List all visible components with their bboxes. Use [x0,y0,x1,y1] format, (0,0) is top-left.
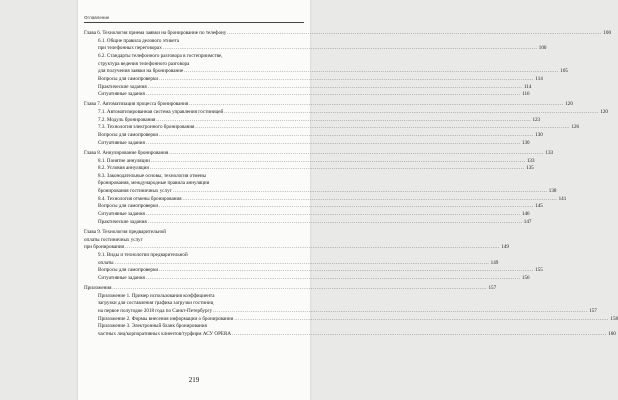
toc-entry-line [98,109,608,117]
toc-entry-text: 6.1. Общие правила делового этикета [98,37,180,44]
toc-page-number: 120 [565,101,573,108]
toc-page-number: 147 [523,218,532,225]
toc-entry-line [98,330,616,339]
toc-page-number: 146 [521,211,530,218]
toc-page-number: 126 [571,124,580,131]
header-rule [84,22,304,23]
toc-chapter-entry [84,30,611,38]
dot-leader [156,117,531,125]
toc-entry-text: Ситуативные задания [98,211,145,218]
toc-page-number: 133 [526,157,535,164]
toc-section-entry [84,91,530,99]
toc-section-entry [84,172,557,196]
toc-page-number: 160 [608,330,616,337]
dot-leader [173,188,548,196]
toc-entry-line [84,244,509,252]
dot-leader [115,260,490,268]
dot-leader [159,203,534,211]
toc-entry-line [98,195,567,204]
dot-leader [146,91,521,99]
dot-leader [159,132,534,140]
toc-section-entry [84,83,532,92]
toc-entry-text: Практические задания [98,218,147,225]
toc-page-number: 123 [532,116,541,123]
toc-entry-text: Глава 8. Аннулирование бронирования [84,149,169,156]
toc-page-number: 158 [610,315,618,322]
toc-entry-line [98,45,547,53]
toc-page-number: 135 [526,165,534,172]
toc-entry-text: Приложения [84,285,112,291]
dot-leader [148,84,523,92]
toc-page-number: 130 [521,139,530,146]
toc-entry-text: 8.4. Технология отмены бронирования [98,195,182,202]
toc-section-entry [84,132,543,140]
toc-entry-text: для получения заявки на бронирование [98,68,184,75]
dot-leader [146,211,521,219]
toc-page-number: 120 [600,109,608,116]
book-page [78,0,618,400]
toc-page-number: 105 [560,68,568,75]
dot-leader [213,308,588,316]
toc-entry-text: Вопросы для самопроверки [98,267,159,274]
dot-leader [146,275,521,283]
toc-entry-text: при бронировании [84,244,125,251]
running-head: Оглавление [84,15,110,20]
dot-leader [224,109,599,117]
toc-page-number: 100 [603,30,611,36]
dot-leader [184,68,559,76]
toc-section-entry [84,267,543,275]
toc-section-entry [84,211,530,219]
toc-section-entry [84,251,499,267]
dot-leader [150,165,525,173]
toc-entry-text: 8.2. Условия аннуляции [98,165,150,172]
toc-page-number: 114 [523,83,532,90]
toc-entry-line [98,165,534,173]
toc-entry-text: оплаты гостиничных услуг [84,236,143,243]
toc-entry-text: 8.3. Законодательные основы, технология отмены [98,172,206,179]
toc-section-entry [84,75,543,84]
toc-entry-text: структура ведения телефонного разговора [98,60,190,67]
toc-page-number: 138 [548,188,557,195]
toc-section-entry [84,165,534,173]
toc-entry-line [98,157,535,166]
dot-leader [232,331,607,339]
toc-section-entry [84,203,543,211]
toc-entry-text: Практические задания [98,83,147,90]
toc-entry-line [84,30,611,38]
toc-entry-text: Приложение 1. Пример использования коэффициента [98,292,215,299]
toc-page-number: 130 [535,132,543,139]
toc-entry-line [98,75,543,84]
toc-page-number: 149 [501,244,509,251]
toc-section-entry [84,37,547,53]
toc-entry-line [98,188,557,196]
toc-entry-text: загрузки для составления графика загрузки гостиниц [98,300,214,307]
toc-entry-line [98,274,530,283]
toc-entry-line [98,211,530,219]
toc-entry-line [98,307,597,316]
toc-entry-text: бронирования, международные правила аннуляции [98,180,210,187]
dot-leader [112,285,487,293]
dot-leader [159,76,534,84]
toc-appendix-entry [84,323,616,338]
table-of-contents [84,30,618,339]
toc-entry-text: 6.2. Стандарты телефонного разговора в гостеприимстве, [98,52,223,59]
toc-section-entry [84,109,608,117]
dot-leader [227,30,602,38]
dot-leader [125,244,500,252]
toc-appendix-entry [84,292,597,316]
toc-entry-text: оплаты [98,259,114,266]
toc-entry-line [98,132,543,140]
toc-entry-text: Вопросы для самопроверки [98,132,159,139]
toc-page-number: 157 [589,307,597,314]
toc-page-number: 100 [538,45,547,52]
toc-entry-line [84,285,497,293]
toc-entry-text: 8.1. Понятие аннуляции [98,157,150,164]
toc-section-entry [84,157,535,166]
toc-page-number: 149 [490,259,499,266]
dot-leader [159,267,534,275]
toc-entry-line [98,139,530,148]
toc-entry-text: на первое полугодие 2018 года по Санкт-Петербургу [98,307,213,314]
dot-leader [146,140,521,148]
dot-leader [234,316,609,324]
toc-page-number: 156 [521,274,530,281]
toc-page-number: 133 [545,149,554,156]
toc-page-number: 141 [558,195,567,202]
toc-entry-line [84,101,573,109]
toc-chapter-entry [84,228,509,252]
toc-page-number: 114 [535,75,543,82]
toc-chapter-entry [84,285,497,293]
toc-entry-text: Вопросы для самопроверки [98,203,159,210]
toc-entry-text: Глава 7. Автоматизация процесса бронирования [84,101,189,108]
toc-chapter-entry [84,101,573,109]
toc-entry-text: Глава 6. Технология приема заявки на бронирование по телефону [84,30,227,36]
toc-section-entry [84,195,567,204]
toc-entry-text: Ситуативные задания [98,274,145,281]
toc-entry-text: Приложение 2. Формы внесения информации о бронировании [98,315,234,322]
dot-leader [148,219,523,227]
toc-entry-line [98,267,543,275]
toc-chapter-entry [84,149,554,158]
page-number: 219 [188,376,200,384]
toc-entry-line [98,68,568,76]
dot-leader [163,45,538,53]
toc-entry-text: 7.2. Модуль бронирования [98,116,156,123]
toc-section-entry [84,124,580,132]
toc-entry-text: Вопросы для самопроверки [98,75,159,82]
toc-entry-text: при телефонных переговорах [98,45,162,52]
dot-leader [195,124,570,132]
toc-section-entry [84,218,532,227]
toc-entry-line [98,124,580,132]
toc-entry-text: 7.3. Технология электронного бронирования [98,124,195,131]
toc-entry-text: Ситуативные задания [98,139,145,146]
toc-page-number: 145 [535,203,543,210]
toc-entry-text: частных лиц/корпоративных клиентов/турфирм АСУ OPERA [98,330,232,337]
toc-entry-line [98,259,499,268]
toc-entry-line [98,91,530,99]
toc-entry-line [98,83,532,92]
toc-section-entry [84,52,568,76]
dot-leader [169,150,544,158]
toc-entry-line [98,218,532,227]
toc-section-entry [84,139,530,148]
toc-entry-text: Приложение 3. Электронный бланк бронирования [98,323,207,330]
toc-entry-text: Ситуативные задания [98,91,145,98]
dot-leader [151,158,526,166]
toc-entry-text: 7.1. Автоматизированная система управления гостиницей [98,109,224,116]
toc-entry-text: Глава 9. Технология предварительной [84,228,166,235]
toc-entry-line [84,149,554,158]
toc-entry-text: 9.1. Виды и технологии предварительной [98,251,188,258]
toc-section-entry [84,274,530,283]
toc-page-number: 157 [488,285,497,291]
dot-leader [183,196,558,204]
dot-leader [189,101,564,109]
toc-entry-text: бронирования гостиничных услуг [98,188,172,195]
toc-page-number: 116 [522,91,530,98]
toc-page-number: 155 [535,267,543,274]
toc-entry-line [98,203,543,211]
